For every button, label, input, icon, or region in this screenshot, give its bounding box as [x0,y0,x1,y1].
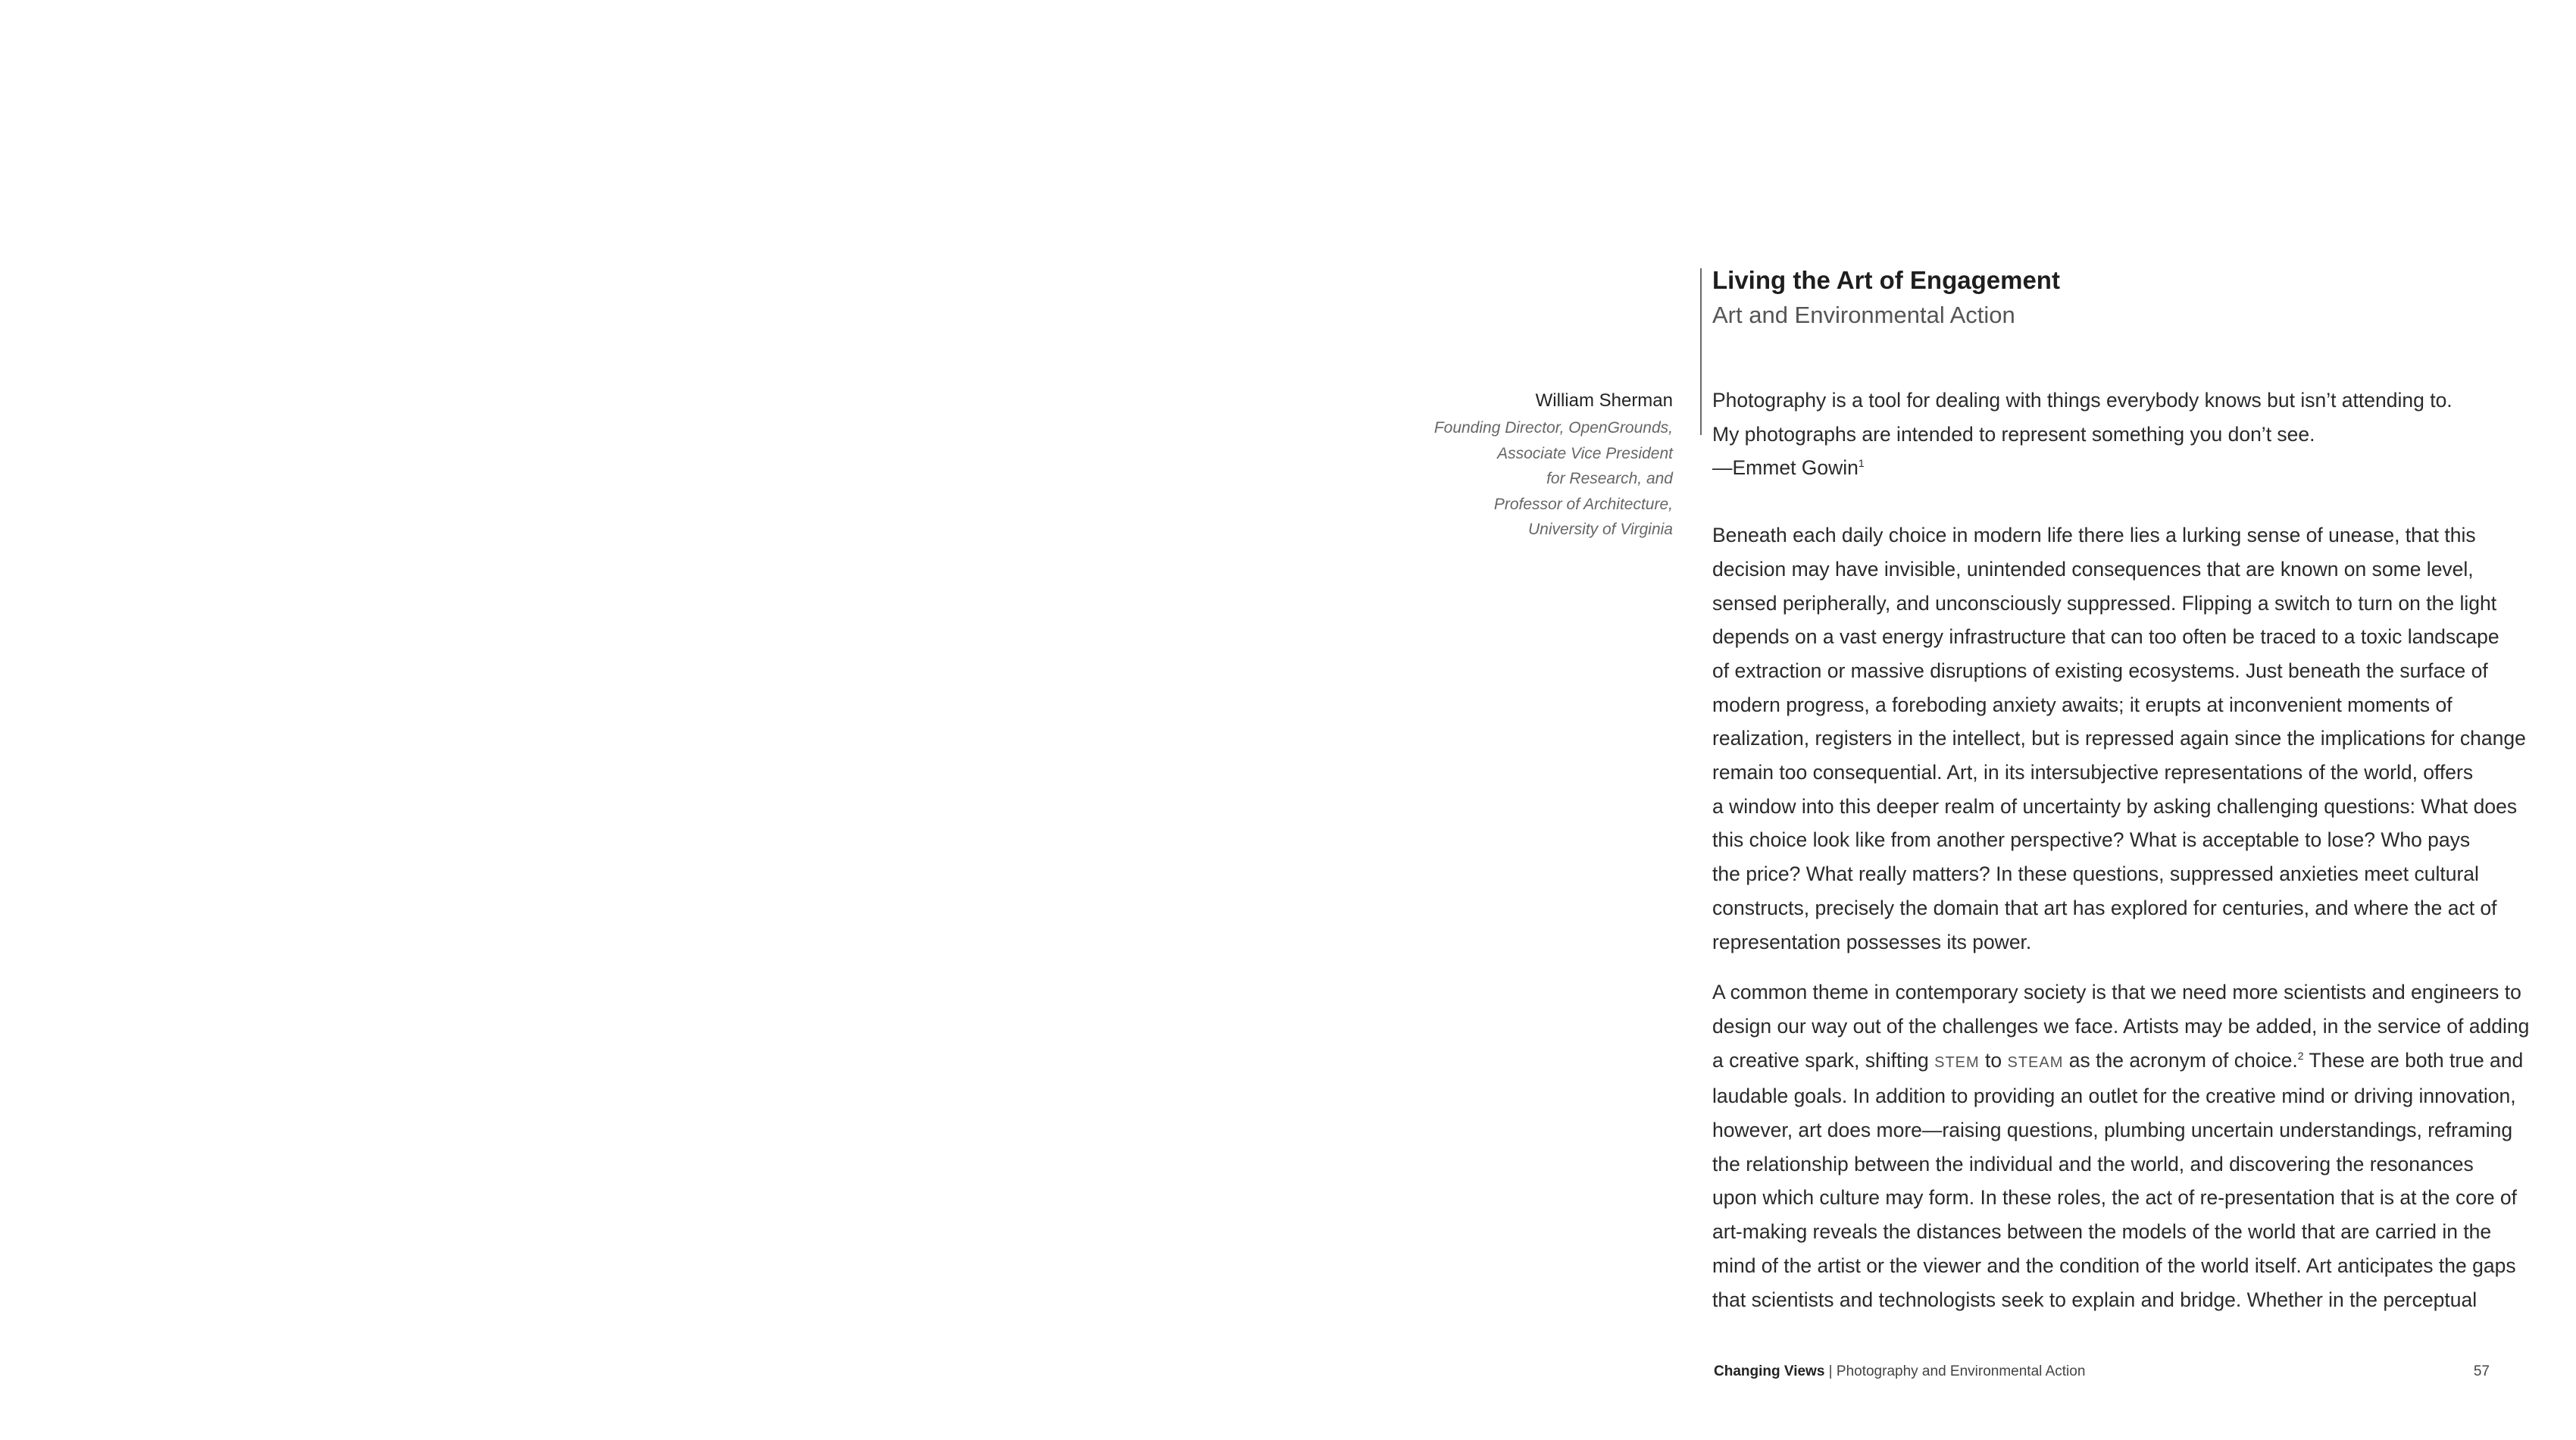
paragraph-line: laudable goals. In addition to providing an outlet for the creative mind or driving innovation, [1712,1085,2516,1108]
paragraph-line: art-making reveals the distances between the models of the world that are carried in the [1712,1220,2492,1244]
paragraph-line: representation possesses its power. [1712,930,2032,953]
footnote-ref: 2 [2297,1049,2304,1062]
author-affiliation [1340,415,1673,543]
small-caps-stem: STEM [1934,1053,1980,1071]
paragraph-line: Beneath each daily choice in modern life there lies a lurking sense of unease, that this [1712,524,2476,547]
paragraph-line: A common theme in contemporary society is that we need more scientists and engineers to [1712,981,2521,1004]
paragraph-line: the relationship between the individual and the world, and discovering the resonances [1712,1152,2474,1175]
paragraph-line: modern progress, a foreboding anxiety awaits; it erupts at inconvenient moments of [1712,693,2453,716]
paragraph-line: depends on a vast energy infrastructure that can too often be traced to a toxic landscape [1712,625,2499,649]
page-number: 57 [2473,1363,2490,1379]
article-title: Living the Art of Engagement [1712,266,2060,294]
paragraph-line: remain too consequential. Art, in its intersubjective representations of the world, offers [1712,761,2474,784]
text-run: to [1979,1048,2008,1072]
paragraph-line: mind of the artist or the viewer and the condition of the world itself. Art anticipates the gaps [1712,1254,2516,1277]
paragraph-line: constructs, precisely the domain that art has explored for centuries, and where the act of [1712,896,2497,919]
small-caps-steam: STEAM [2007,1053,2064,1071]
paragraph [1712,975,2530,1316]
paragraph-line: that scientists and technologists seek to explain and bridge. Whether in the perceptual [1712,1288,2478,1311]
paragraph-line: upon which culture may form. In these roles, the act of re-presentation that is at the core of [1712,1186,2518,1210]
paragraph-line: sensed peripherally, and unconsciously suppressed. Flipping a switch to turn on the light [1712,591,2497,615]
affiliation-line: Professor of Architecture, [1493,495,1673,513]
paragraph-line: the price? What really matters? In these questions, suppressed anxieties meet cultural [1712,862,2479,886]
title-block [1712,262,2500,332]
body-column [1712,383,2530,1316]
text-run: as the acronym of choice. [2063,1048,2298,1072]
footer-book-title: Changing Views [1714,1363,1825,1379]
text-run: a creative spark, shifting [1712,1048,1935,1072]
paragraph-line [1712,1044,2524,1080]
paragraph-line: design our way out of the challenges we face. Artists may be added, in the service of adding [1712,1014,2530,1038]
paragraph-line: a window into this deeper realm of uncertainty by asking challenging questions: What does [1712,794,2518,818]
epigraph-line: Photography is a tool for dealing with things everybody knows but isn’t attending to. [1712,389,2453,412]
epigraph [1712,383,2500,485]
author-name: William Sherman [1535,390,1673,411]
paragraph-line: of extraction or massive disruptions of existing ecosystems. Just beneath the surface of [1712,659,2488,682]
footer-book-subtitle: Photography and Environmental Action [1836,1363,2086,1379]
vertical-rule [1700,268,1702,435]
footer-separator: | [1824,1363,1837,1379]
epigraph-line: My photographs are intended to represent something you don’t see. [1712,422,2315,446]
paragraph [1712,518,2526,959]
paragraph-line: however, art does more—raising questions, plumbing uncertain understandings, reframing [1712,1119,2513,1142]
epigraph-attribution [1712,451,2500,485]
article-subtitle: Art and Environmental Action [1712,302,2015,328]
text-run: These are both true and [2303,1048,2524,1072]
paragraph-line: decision may have invisible, unintended consequences that are known on some level, [1712,557,2474,581]
affiliation-line: University of Virginia [1527,521,1673,538]
affiliation-line: for Research, and [1546,470,1673,487]
page-footer [1714,1362,2490,1382]
footnote-ref: 1 [1858,457,1865,470]
author-block [1340,387,1673,543]
paragraph-line: this choice look like from another perspective? What is acceptable to lose? Who pays [1712,828,2471,852]
paragraph-line: realization, registers in the intellect, but is repressed again since the implications for change [1712,727,2526,750]
attribution-text: —Emmet Gowin [1712,456,1859,480]
affiliation-line: Associate Vice President [1497,444,1673,462]
affiliation-line: Founding Director, OpenGrounds, [1433,419,1673,437]
